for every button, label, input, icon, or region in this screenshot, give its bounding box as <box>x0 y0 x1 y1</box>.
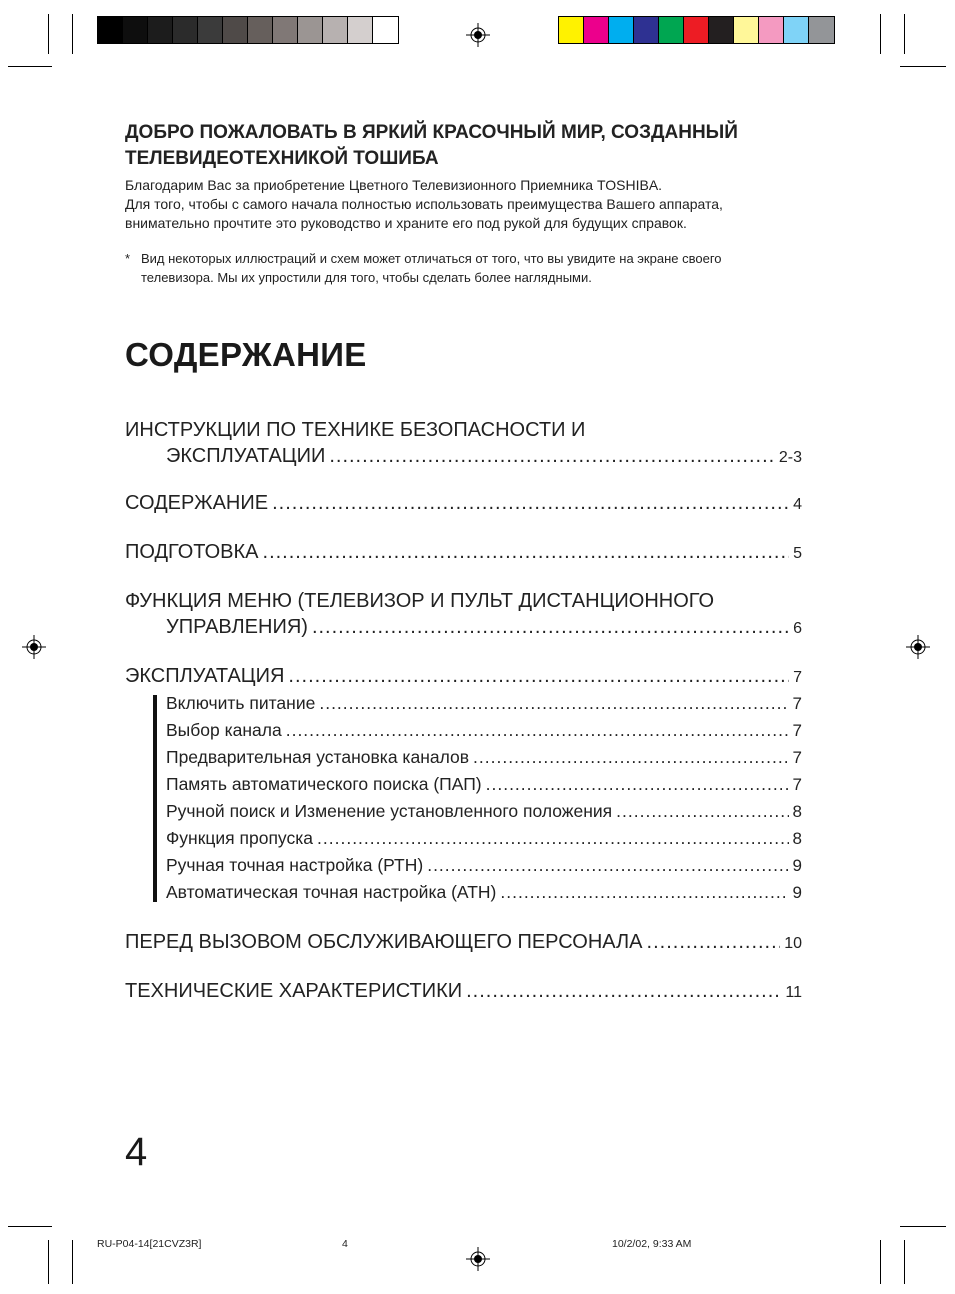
toc-leader-dots <box>319 691 788 715</box>
crop-mark <box>72 14 73 54</box>
toc-subentry-page: 9 <box>792 856 802 875</box>
toc-subentry[interactable] <box>166 880 802 905</box>
toc-leader-dots <box>317 826 789 850</box>
crop-mark <box>48 14 49 54</box>
toc-entry-menu-title: ФУНКЦИЯ МЕНЮ (ТЕЛЕВИЗОР И ПУЛЬТ ДИСТАНЦИОННОГО <box>125 590 715 612</box>
note-asterisk: * <box>125 251 131 266</box>
welcome-text-line: Благодарим Вас за приобретение Цветного Телевизионного Приемника TOSHIBA. <box>125 177 663 193</box>
crop-mark <box>880 14 881 54</box>
toc-subentry-page: 7 <box>792 748 802 767</box>
process-color-bar <box>558 16 835 44</box>
toc-entry-specs[interactable] <box>125 978 802 1006</box>
registration-mark-icon <box>906 635 930 659</box>
toc-entry-label: ЭКСПЛУАТАЦИЯ <box>125 665 285 687</box>
toc-entry-page: 7 <box>793 669 802 686</box>
illustration-note <box>125 249 825 287</box>
color-swatch <box>784 17 809 43</box>
toc-entry-page: 5 <box>793 545 802 562</box>
welcome-text-line: Для того, чтобы с самого начала полностью использовать преимущества Вашего аппарата, <box>125 196 723 212</box>
color-swatch <box>659 17 684 43</box>
toc-entry-page: 6 <box>793 620 802 637</box>
color-swatch <box>148 17 173 43</box>
color-swatch <box>634 17 659 43</box>
crop-mark <box>904 1240 905 1284</box>
toc-leader-dots <box>263 539 790 565</box>
color-swatch <box>323 17 348 43</box>
toc-entry-menu[interactable] <box>166 614 802 642</box>
toc-subentry[interactable] <box>166 799 802 824</box>
toc-entry-preparation[interactable] <box>125 539 802 567</box>
toc-leader-dots <box>288 663 789 689</box>
toc-entry-page: 11 <box>785 984 802 1001</box>
color-swatch <box>684 17 709 43</box>
toc-entry-label: ЭКСПЛУАТАЦИИ <box>166 445 326 467</box>
toc-subentry[interactable] <box>166 691 802 716</box>
color-swatch <box>273 17 298 43</box>
registration-mark-icon <box>466 1247 490 1271</box>
toc-subentry-page: 8 <box>792 829 802 848</box>
color-swatch <box>609 17 634 43</box>
color-swatch <box>298 17 323 43</box>
toc-subentry-page: 7 <box>792 775 802 794</box>
footer-datetime: 10/2/02, 9:33 AM <box>612 1238 692 1250</box>
toc-leader-dots <box>427 853 788 877</box>
color-swatch <box>559 17 584 43</box>
registration-mark-icon <box>22 635 46 659</box>
toc-subentry-label: Предварительная установка каналов <box>166 747 470 767</box>
toc-subentry[interactable] <box>166 772 802 797</box>
toc-leader-dots <box>647 929 781 955</box>
crop-mark <box>900 66 946 67</box>
crop-mark <box>880 1240 881 1284</box>
toc-leader-dots <box>486 772 789 796</box>
crop-mark <box>48 1240 49 1284</box>
toc-leader-dots <box>466 978 781 1004</box>
toc-subentry-page: 8 <box>792 802 802 821</box>
toc-leader-dots <box>286 718 789 742</box>
toc-subentry-page: 9 <box>792 883 802 902</box>
crop-mark <box>8 1226 52 1227</box>
toc-leader-dots <box>312 614 789 640</box>
crop-mark <box>72 1240 73 1284</box>
toc-subentry-page: 7 <box>792 721 802 740</box>
welcome-title-line: ТЕЛЕВИДЕОТЕХНИКОЙ ТОШИБА <box>125 148 439 169</box>
color-swatch <box>584 17 609 43</box>
toc-subentry-label: Функция пропуска <box>166 828 314 848</box>
toc-entry-label: ПЕРЕД ВЫЗОВОМ ОБСЛУЖИВАЮЩЕГО ПЕРСОНАЛА <box>125 931 643 953</box>
toc-entry-page: 4 <box>793 496 802 513</box>
toc-leader-dots <box>616 799 788 823</box>
toc-subentry-label: Включить питание <box>166 693 316 713</box>
crop-mark <box>8 66 52 67</box>
welcome-title-line: ДОБРО ПОЖАЛОВАТЬ В ЯРКИЙ КРАСОЧНЫЙ МИР, СОЗДАННЫЙ <box>125 122 738 143</box>
toc-subentry-label: Ручная точная настройка (РТН) <box>166 855 424 875</box>
toc-entry-label: ПОДГОТОВКА <box>125 541 259 563</box>
toc-entry-page: 10 <box>784 935 802 952</box>
toc-entry-label: СОДЕРЖАНИЕ <box>125 492 269 514</box>
toc-subentry-label: Ручной поиск и Изменение установленного положения <box>166 801 613 821</box>
color-swatch <box>709 17 734 43</box>
note-line: Вид некоторых иллюстраций и схем может отличаться от того, что вы увидите на экране своего <box>141 251 722 266</box>
color-swatch <box>759 17 784 43</box>
welcome-title <box>125 120 845 172</box>
color-swatch <box>809 17 834 43</box>
toc-subentry-label: Автоматическая точная настройка (АТН) <box>166 882 497 902</box>
toc-subentry-label: Память автоматического поиска (ПАП) <box>166 774 482 794</box>
registration-mark-icon <box>466 23 490 47</box>
welcome-text-line: внимательно прочтите это руководство и храните его под рукой для будущих справок. <box>125 215 687 231</box>
toc-leader-dots <box>473 745 788 769</box>
color-swatch <box>98 17 123 43</box>
footer-file: RU-P04-14[21CVZ3R] <box>97 1238 202 1250</box>
toc-heading: СОДЕРЖАНИЕ <box>125 336 367 373</box>
color-swatch <box>123 17 148 43</box>
toc-subentry[interactable] <box>166 826 802 851</box>
subsection-bar <box>153 695 157 902</box>
toc-subentry-page: 7 <box>792 694 802 713</box>
toc-subentry[interactable] <box>166 853 802 878</box>
footer-page: 4 <box>342 1238 348 1250</box>
toc-entry-contents[interactable] <box>125 490 802 518</box>
toc-subentry-label: Выбор канала <box>166 720 282 740</box>
grayscale-bar <box>97 16 399 44</box>
toc-entry-safety[interactable] <box>166 443 802 471</box>
toc-leader-dots <box>329 443 775 469</box>
crop-mark <box>900 1226 946 1227</box>
toc-subentry[interactable] <box>166 745 802 770</box>
toc-entry-page: 2-3 <box>778 449 802 466</box>
toc-leader-dots <box>272 490 789 516</box>
color-swatch <box>223 17 248 43</box>
note-line: телевизора. Мы их упростили для того, чтобы сделать более наглядными. <box>141 270 592 285</box>
toc-subentry[interactable] <box>166 718 802 743</box>
toc-entry-label: УПРАВЛЕНИЯ) <box>166 616 308 638</box>
toc-entry-safety-title: ИНСТРУКЦИИ ПО ТЕХНИКЕ БЕЗОПАСНОСТИ И <box>125 419 586 441</box>
toc-leader-dots <box>500 880 788 904</box>
color-swatch <box>198 17 223 43</box>
color-swatch <box>173 17 198 43</box>
color-swatch <box>248 17 273 43</box>
color-swatch <box>373 17 398 43</box>
page-number: 4 <box>125 1130 148 1174</box>
toc-entry-label: ТЕХНИЧЕСКИЕ ХАРАКТЕРИСТИКИ <box>125 980 463 1002</box>
crop-mark <box>904 14 905 54</box>
toc-entry-operation[interactable] <box>125 663 802 691</box>
welcome-text <box>125 176 845 233</box>
color-swatch <box>348 17 373 43</box>
color-swatch <box>734 17 759 43</box>
toc-entry-service[interactable] <box>125 929 802 957</box>
